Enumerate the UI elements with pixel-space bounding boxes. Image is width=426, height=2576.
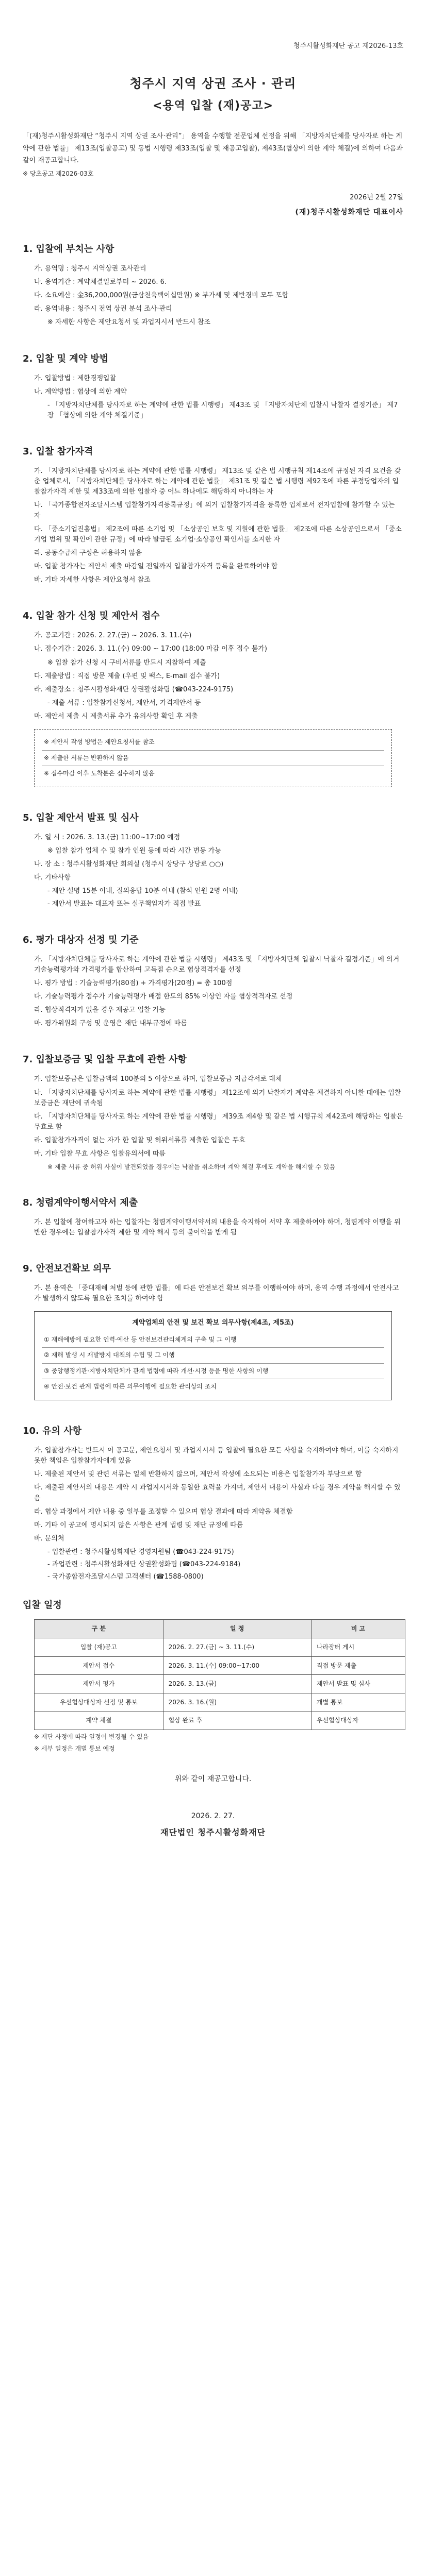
table-cell: 제안서 평가 <box>35 1675 163 1693</box>
table-cell: 2026. 2. 27.(금) ~ 3. 11.(수) <box>163 1638 311 1656</box>
section-item: 나. 계약방법 : 협상에 의한 계약 <box>34 387 127 396</box>
section-title: 1. 입찰에 부치는 사항 <box>23 244 114 255</box>
table-cell: 협상 완료 후 <box>163 1711 311 1730</box>
section-item: 마. 기타 이 공고에 명시되지 않은 사항은 관계 법령 및 재단 규정에 따름 <box>34 1521 243 1529</box>
table-row <box>35 1693 405 1711</box>
table-cell: 우선협상대상자 <box>311 1711 405 1730</box>
section-5 <box>23 811 403 909</box>
section-item: 가. 입찰보증금은 입찰금액의 100분의 5 이상으로 하며, 입찰보증금 지급각서로 대체 <box>34 1075 282 1083</box>
table-row <box>35 1656 405 1675</box>
table-cell: 2026. 3. 16.(월) <box>163 1693 311 1711</box>
table-cell: 우선협상대상자 선정 및 통보 <box>35 1693 163 1711</box>
table-cell: 직접 방문 제출 <box>311 1656 405 1675</box>
section-3 <box>23 445 403 585</box>
section-item: 가. 입찰방법 : 제한경쟁입찰 <box>34 374 117 382</box>
section-9 <box>23 1262 403 1400</box>
section-item: - 국가종합전자조달시스템 고객센터 (☎1588-0800) <box>47 1573 204 1581</box>
table-cell: 2026. 3. 11.(수) 09:00~17:00 <box>163 1656 311 1675</box>
section-1 <box>23 242 403 328</box>
section-title: 5. 입찰 제안서 발표 및 심사 <box>23 812 139 824</box>
schedule-note: ※ 세부 일정은 개별 통보 예정 <box>34 1744 115 1752</box>
schedule-table <box>34 1619 405 1730</box>
notice-number: 청주시활성화재단 공고 제2026-13호 <box>293 42 403 50</box>
page-subtitle: <용역 입찰 (재)공고> <box>152 99 274 113</box>
section-item: 라. 공동수급체 구성은 허용하지 않음 <box>34 549 142 557</box>
section-item: 나. 용역기간 : 계약체결일로부터 ~ 2026. 6. <box>34 278 167 286</box>
table-row <box>35 1638 405 1656</box>
section-item: 나. 「지방자치단체를 당사자로 하는 계약에 관한 법률 시행령」 제12조에 의거 낙찰자가 계약을 체결하지 아니한 때에는 입찰보증금은 재단에 귀속됨 <box>34 1089 401 1107</box>
section-item: 나. 접수기간 : 2026. 3. 11.(수) 09:00 ~ 17:00 (18:00 마감 이후 접수 불가) <box>34 645 267 653</box>
section-item: 다. 「중소기업진흥법」 제2조에 따른 소기업 및 「소상공인 보호 및 지원에 관한 법률」 제2조에 따른 소상공인으로서 「중소기업 범위 및 확인에 관한 규정」에 따라 발급된 소기업·소상공인 확인서를 소지한 자 <box>34 525 402 544</box>
closing-statement: 위와 같이 재공고합니다. <box>174 1775 252 1784</box>
section-item: 가. 본 용역은 「중대재해 처벌 등에 관한 법률」에 따른 안전보건 확보 의무를 이행하여야 하며, 용역 수행 과정에서 안전사고가 발생하지 않도록 필요한 조치를 하여야 함 <box>34 1284 399 1303</box>
info-box-line: ② 재해 발생 시 재발방지 대책의 수립 및 그 이행 <box>42 1348 384 1364</box>
section-item: 마. 평가위원회 구성 및 운영은 재단 내부규정에 따름 <box>34 1020 187 1028</box>
section-title: 10. 유의 사항 <box>23 1426 81 1437</box>
section-item: 라. 입찰참가자격이 없는 자가 한 입찰 및 허위서류를 제출한 입찰은 무효 <box>34 1137 245 1145</box>
section-title: 6. 평가 대상자 선정 및 기준 <box>23 934 139 945</box>
info-box-line: ④ 안전·보건 관계 법령에 따른 의무이행에 필요한 관리상의 조치 <box>44 1383 217 1391</box>
table-header-cell: 비 고 <box>311 1620 405 1638</box>
section-item: 다. 「지방자치단체를 당사자로 하는 계약에 관한 법률 시행령」 제39조 제4항 및 같은 법 시행규칙 제42조에 해당하는 입찰은 무효로 함 <box>34 1112 403 1131</box>
table-cell: 제안서 발표 및 심사 <box>311 1675 405 1693</box>
section-7 <box>23 1053 403 1172</box>
intro-note: ※ 당초공고 제2026-03호 <box>23 170 94 177</box>
section-extra-note: ※ 제출 서류 중 허위 사실이 발견되었을 경우에는 낙찰을 취소하며 계약 체결 후에도 계약을 해지할 수 있음 <box>47 1163 335 1171</box>
section-item: 나. 제출된 제안서 및 관련 서류는 일체 반환하지 않으며, 제안서 작성에 소요되는 비용은 입찰참가자 부담으로 함 <box>34 1470 362 1479</box>
info-box-line: ※ 제안서 작성 방법은 제안요청서를 참조 <box>42 735 384 751</box>
table-row <box>35 1675 405 1693</box>
section-item: 다. 소요예산 : 金36,200,000원(금삼천육백이십만원) ※ 부가세 및 제반경비 모두 포함 <box>34 292 289 300</box>
section-title: 9. 안전보건확보 의무 <box>23 1263 111 1275</box>
section-item: 라. 협상적격자가 없을 경우 재공고 입찰 가능 <box>34 1006 166 1014</box>
info-box <box>34 1311 392 1400</box>
section-item: 가. 「지방자치단체를 당사자로 하는 계약에 관한 법률 시행령」 제43조 및 「지방자치단체 입찰시 낙찰자 결정기준」에 의거 기술능력평가와 가격평가를 합산하여 고득점 순으로 협상적격자를 선정 <box>34 955 400 974</box>
section-10 <box>23 1424 403 1753</box>
table-row <box>35 1711 405 1730</box>
info-box <box>34 729 392 787</box>
announcement-date: 2026년 2월 27일 <box>350 194 403 202</box>
info-box-line: ※ 제출한 서류는 반환하지 않음 <box>42 751 384 767</box>
section-item: 가. 일 시 : 2026. 3. 13.(금) 11:00~17:00 예정 <box>34 833 181 841</box>
section-item: 나. 「국가종합전자조달시스템 입찰참가자격등록규정」에 의거 입찰참가자격을 등록한 업체로서 전자입찰에 참가할 수 있는 자 <box>34 501 395 520</box>
table-header-row <box>35 1620 405 1638</box>
schedule-note: ※ 재단 사정에 따라 일정이 변경될 수 있음 <box>34 1733 149 1740</box>
section-4 <box>23 609 403 787</box>
section-title: 2. 입찰 및 계약 방법 <box>23 353 109 364</box>
section-2 <box>23 352 403 421</box>
section-item: 바. 문의처 <box>34 1534 64 1543</box>
section-item: 가. 본 입찰에 참여하고자 하는 입찰자는 청렴계약이행서약서의 내용을 숙지하여 서약 후 제출하여야 하며, 청렴계약 이행을 위반한 경우에는 입찰참가자격 제한 및 계약 해지 등의 불이익을 받게 됨 <box>34 1218 401 1236</box>
info-box-line: ③ 중앙행정기관·지방자치단체가 관계 법령에 따라 개선·시정 등을 명한 사항의 이행 <box>42 1364 384 1380</box>
table-cell: 제안서 접수 <box>35 1656 163 1675</box>
section-item: - 제출 서류 : 입찰참가신청서, 제안서, 가격제안서 등 <box>47 699 201 707</box>
section-item: 라. 제출장소 : 청주시활성화재단 상권활성화팀 (☎043-224-9175) <box>34 685 234 693</box>
section-item: - 입찰관련 : 청주시활성화재단 경영지원팀 (☎043-224-9175) <box>47 1548 234 1556</box>
section-item: - 제안 설명 15분 이내, 질의응답 10분 이내 (참석 인원 2명 이내) <box>47 887 238 895</box>
table-header-cell: 구 분 <box>35 1620 163 1638</box>
section-8 <box>23 1196 403 1238</box>
section-item: ※ 자세한 사항은 제안요청서 및 과업지시서 반드시 참조 <box>47 318 211 327</box>
section-item: 마. 기타 입찰 무효 사항은 입찰유의서에 따름 <box>34 1150 166 1158</box>
section-item: 마. 제안서 제출 시 제출서류 추가 유의사항 확인 후 제출 <box>34 713 198 721</box>
table-header-cell: 일 정 <box>163 1620 311 1638</box>
section-item: 다. 제출방법 : 직접 방문 제출 (우편 및 팩스, E-mail 접수 불가) <box>34 672 220 680</box>
table-cell: 나라장터 게시 <box>311 1638 405 1656</box>
section-item: 다. 기술능력평가 점수가 기술능력평가 배점 한도의 85% 이상인 자를 협상적격자로 선정 <box>34 993 293 1001</box>
section-item: 다. 기타사항 <box>34 874 71 882</box>
section-title: 8. 청렴계약이행서약서 제출 <box>23 1197 138 1208</box>
info-box-line: ① 재해예방에 필요한 인력·예산 등 안전보건관리체계의 구축 및 그 이행 <box>42 1332 384 1348</box>
sign-agency: 재단법인 청주시활성화재단 <box>160 1827 266 1837</box>
table-cell: 계약 체결 <box>35 1711 163 1730</box>
table-cell: 개별 통보 <box>311 1693 405 1711</box>
section-item: 가. 공고기간 : 2026. 2. 27.(금) ~ 2026. 3. 11.(수) <box>34 632 192 640</box>
section-item: 가. 용역명 : 청주시 지역상권 조사관리 <box>34 264 146 273</box>
section-title: 3. 입찰 참가자격 <box>23 446 93 457</box>
section-item: 가. 「지방자치단체를 당사자로 하는 계약에 관한 법률 시행령」 제13조 및 같은 법 시행규칙 제14조에 규정된 자격 요건을 갖춘 업체로서, 「지방자치단체를 당사자로 하는 계약에 관한 법률」 제31조 및 같은 법 시행령 제92조에 따른 부정당업자의 입찰참가자격 제한 및 제33조에 의한 입찰자 중 어느 하나에도 해당하지 아니하는 자 <box>34 467 401 496</box>
section-item: 나. 평가 방법 : 기술능력평가(80점) + 가격평가(20점) = 총 100점 <box>34 979 233 987</box>
info-box-title: 계약업체의 안전 및 보건 확보 의무사항(제4조, 제5조) <box>132 1319 294 1327</box>
announcing-agency: (재)청주시활성화재단 대표이사 <box>295 208 403 217</box>
section-item: ※ 입찰 참가 업체 수 및 참가 인원 등에 따라 시간 변동 가능 <box>47 847 221 855</box>
section-6 <box>23 933 403 1029</box>
section-item: 라. 협상 과정에서 제안 내용 중 일부를 조정할 수 있으며 협상 결과에 따라 계약을 체결함 <box>34 1507 293 1516</box>
section-item: ※ 입찰 참가 신청 시 구비서류를 반드시 지참하여 제출 <box>47 658 206 667</box>
schedule-title: 입찰 일정 <box>23 1599 62 1611</box>
section-item: - 과업관련 : 청주시활성화재단 상권활성화팀 (☎043-224-9184) <box>47 1561 241 1569</box>
section-item: 마. 입찰 참가자는 제안서 제출 마감일 전일까지 입찰참가자격 등록을 완료하여야 함 <box>34 563 278 571</box>
section-title: 4. 입찰 참가 신청 및 제안서 접수 <box>23 611 160 622</box>
section-item: - 제안서 발표는 대표자 또는 실무책임자가 직접 발표 <box>47 900 201 908</box>
section-item: 라. 용역내용 : 청주시 전역 상권 분석 조사·관리 <box>34 305 172 313</box>
sign-date: 2026. 2. 27. <box>191 1811 235 1820</box>
section-item: 가. 입찰참가자는 반드시 이 공고문, 제안요청서 및 과업지시서 등 입찰에 필요한 모든 사항을 숙지하여야 하며, 이를 숙지하지 못한 책임은 입찰참가자에게 있음 <box>34 1446 399 1465</box>
section-item: - 「지방자치단체를 당사자로 하는 계약에 관한 법률 시행령」 제43조 및 「지방자치단체 입찰시 낙찰자 결정기준」 제7장 「협상에 의한 계약 체결기준」 <box>47 401 398 419</box>
section-item: 나. 장 소 : 청주시활성화재단 회의실 (청주시 상당구 상당로 ○○) <box>34 860 224 869</box>
table-cell: 2026. 3. 13.(금) <box>163 1675 311 1693</box>
section-item: 바. 기타 자세한 사항은 제안요청서 참조 <box>34 576 151 584</box>
info-box-line: ※ 접수마감 이후 도착분은 접수하지 않음 <box>44 770 155 777</box>
section-title: 7. 입찰보증금 및 입찰 무효에 관한 사항 <box>23 1054 187 1065</box>
table-cell: 입찰 (재)공고 <box>35 1638 163 1656</box>
section-item: 다. 제출된 제안서의 내용은 계약 시 과업지시서와 동일한 효력을 가지며, 제안서 내용이 사실과 다를 경우 계약을 해지할 수 있음 <box>34 1484 401 1502</box>
intro-paragraph: 「(재)청주시활성화재단 “청주시 지역 상권 조사·관리”」 용역을 수행할 전문업체 선정을 위해 「지방자치단체를 당사자로 하는 계약에 관한 법률」 제13조(입찰공고) 및 동법 시행령 제33조(입찰 및 재공고입찰), 제43조(협상에 의한 계약 체결)에 의하여 다음과 같이 재공고합니다. <box>23 132 403 165</box>
page-title: 청주시 지역 상권 조사 · 관리 <box>129 76 297 91</box>
